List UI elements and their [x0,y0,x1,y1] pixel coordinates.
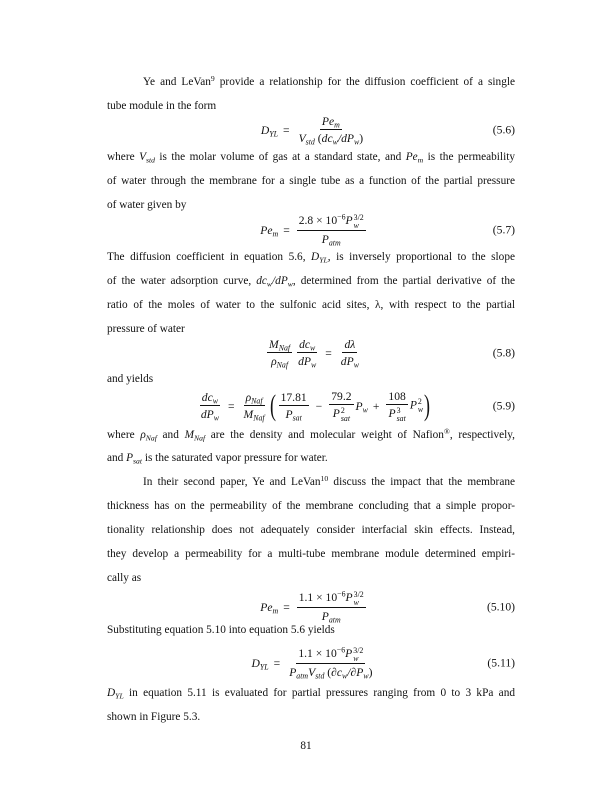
text-run: of the water adsorption curve, [107,275,257,287]
text-run: 79.2 [331,389,352,403]
subscript: Naf [251,396,263,406]
math-base: ρ [245,391,252,404]
paragraph-line [107,370,515,388]
equation-number: (5.11) [487,656,515,670]
paragraph-line [143,473,515,491]
math-symbol [345,212,364,230]
denominator [269,353,290,368]
subscript: atm [296,671,309,681]
denominator [320,231,343,246]
math-base: dλ [344,338,356,351]
denominator [331,405,352,423]
subscript: w [332,137,338,147]
text-run: are the density and molecular weight of Nafion [205,429,444,441]
math-symbol [345,589,364,607]
superscript: 2 [417,397,422,407]
fraction [339,338,361,368]
text-run: pressure of water [107,323,185,335]
subscript: Naf [145,433,157,443]
equation-5-6 [107,112,515,148]
numerator [342,338,357,353]
math-operator: = [273,656,281,670]
paragraph-line [107,684,515,702]
fraction [297,591,366,624]
fraction [297,214,366,247]
math-symbol [311,251,328,263]
math-operator: = [283,600,290,614]
math-base: /dP [272,275,288,287]
math-symbol [285,408,301,421]
subscript: w [353,597,359,607]
paragraph-line [107,248,515,266]
text-run: ( [324,666,332,680]
paragraph-line [107,296,515,314]
subscript: YL [259,661,269,671]
math-symbol [331,666,347,679]
numerator [296,647,365,665]
math-operator: = [325,346,332,360]
numerator [386,390,407,405]
fraction [242,391,267,421]
superscript: 2 [340,405,345,415]
paragraph-line [107,272,515,290]
fraction [199,391,221,421]
math-symbol [298,355,316,368]
superscript: 3/2 [353,645,364,655]
subscript: w [353,653,359,663]
subscript: sat [340,413,351,423]
math-base: D [107,687,116,699]
math-symbol [185,429,206,441]
math-symbol [246,391,263,404]
text-run: The diffusion coefficient in equation 5.6, [107,251,312,263]
paragraph-line [107,621,515,639]
subscript: m [272,605,279,615]
subscript: Naf [194,433,206,443]
subscript: w [310,360,317,370]
paragraph-line [107,497,515,515]
text-run: tube module in the form [107,100,217,112]
math-base: P [345,591,353,605]
subscript: sat [292,413,302,423]
math-base: D [311,251,320,263]
fraction [296,338,318,368]
math-scripts [353,647,363,663]
text-run: In their second paper, Ye and LeVan [143,476,321,488]
math-parenthesis: ) [424,389,431,422]
math-base: dc [321,132,333,145]
equation-5-7 [107,212,515,248]
math-symbol [406,151,423,163]
math-base: D [251,656,260,670]
math-base: dP [340,355,354,368]
math-symbol [256,275,272,287]
numerator [320,115,342,130]
math-symbol [299,338,315,351]
math-base: M [243,408,254,421]
math-symbol [289,666,308,679]
math-symbol [271,355,288,368]
paragraph-line [107,426,515,444]
superscript: −6 [336,645,346,655]
math-base: Pe [260,600,273,614]
text-run: and [156,429,185,441]
math-symbol [269,338,290,351]
denominator [283,406,303,421]
math-operator: = [283,123,290,137]
subscript: w [353,360,359,370]
equation-number: (5.6) [492,123,515,137]
math-base: P [332,407,340,421]
subscript: w [266,279,273,289]
equation-5-9 [107,388,515,424]
paragraph-line [107,545,515,563]
paragraph-line [107,172,515,190]
math-symbol [252,657,269,670]
math-base: M [269,338,279,351]
subscript: w [310,343,316,353]
text-run: Substituting equation 5.10 into equation 5.6 yields [107,624,335,636]
denominator [339,353,361,368]
fraction [329,390,353,423]
subscript: sat [133,456,142,466]
numerator [297,591,366,609]
paragraph-line [107,521,515,539]
math-symbol [126,452,142,464]
text-run: 17.81 [280,391,307,404]
equation-number: (5.9) [492,399,515,413]
fraction [267,338,292,368]
math-symbol [345,645,364,663]
page-number: 81 [300,740,312,752]
math-symbol [261,124,278,137]
subscript: atm [328,615,341,625]
fraction [386,390,407,423]
subscript: Naf [278,343,291,353]
text-run: ratio of the moles of water to the sulfonic acid sites, λ, with respect to the partial [107,299,515,311]
subscript: Naf [276,360,289,370]
subscript: m [272,228,279,238]
text-run: is the permeability [423,151,516,163]
math-operator: − [315,399,323,413]
superscript: 9 [210,73,215,83]
math-scripts [397,407,406,423]
denominator [199,406,221,421]
text-run: ( [314,132,322,145]
math-symbol [344,338,355,351]
denominator [296,353,318,368]
subscript: m [334,120,340,130]
math-base: 1.1 × 10 [298,591,338,605]
equation-5-8 [107,335,515,371]
text-run: thickness has on the permeability of the membrane concluding that a simple propor- [107,500,515,512]
fraction [297,115,366,145]
paragraph-line [107,569,515,587]
math-scripts [341,407,350,423]
subscript: w [363,671,369,681]
math-symbol [272,275,293,287]
subscript: YL [319,255,328,265]
math-symbol [410,398,423,414]
math-base: ρ [140,429,146,441]
equation-5-10 [107,589,515,625]
equation-5-11 [107,645,515,681]
text-run: Ye and LeVan [143,76,211,88]
math-symbol [299,214,346,227]
subscript: sat [396,413,406,423]
subscript: w [362,404,368,414]
numerator [267,338,292,353]
denominator [297,130,366,145]
math-symbol [322,132,338,145]
math-symbol [201,408,219,421]
math-base: P [285,408,293,421]
text-run: , is inversely proportional to the slope [327,251,515,263]
math-base: Pe [405,151,418,163]
equation-number: (5.7) [492,223,515,237]
math-scripts [354,214,364,230]
numerator [279,391,309,406]
text-run: , respectively, [449,429,516,441]
subscript: YL [115,691,124,701]
numerator [244,391,265,406]
math-symbol [299,132,315,145]
text-run: of water given by [107,199,187,211]
math-base: ∂c [331,666,343,680]
math-base: 2.8 × 10 [298,214,338,228]
math-base: V [139,151,146,163]
subscript: w [353,137,360,147]
math-base: P [355,399,363,413]
math-base: /∂P [347,666,364,680]
math-base: P [289,666,297,680]
subscript: atm [328,238,341,248]
math-base: ρ [271,355,277,368]
math-base: P [321,610,329,624]
denominator [242,406,267,421]
math-symbol [107,687,124,699]
math-scripts [354,591,364,607]
subscript: w [417,405,424,414]
math-symbol [308,666,324,679]
numerator [297,214,366,232]
text-run: where [107,151,140,163]
text-run: in equation 5.11 is evaluated for partial pressures ranging from 0 to 3 kPa and [123,687,515,699]
text-run: cally as [107,572,142,584]
subscript: w [213,413,219,423]
math-symbol [298,647,345,660]
subscript: w [212,396,218,406]
text-run: discuss the impact that the membrane [328,476,515,488]
paragraph-line [143,73,515,91]
math-symbol [341,355,359,368]
text-run: is the saturated vapor pressure for water. [142,452,328,464]
math-symbol [332,405,351,423]
math-base: dc [256,275,267,287]
denominator [386,405,407,423]
math-symbol [299,591,346,604]
superscript: 3/2 [353,589,364,599]
math-symbol [260,601,278,614]
subscript: YL [269,128,279,138]
math-base: /dP [337,132,354,145]
math-base: dc [201,391,213,404]
math-base: Pe [321,115,335,128]
math-scripts [418,398,423,414]
math-symbol [356,400,368,413]
subscript: w [287,279,293,289]
math-parenthesis: ( [269,389,276,422]
equation-number: (5.10) [486,600,515,614]
math-base: M [184,429,194,441]
fraction [287,647,374,680]
superscript: 3/2 [353,212,364,222]
denominator [287,664,374,679]
math-operator: = [283,223,290,237]
math-base: V [308,666,316,680]
superscript: −6 [337,212,346,222]
subscript: m [417,155,424,165]
text-run: and [107,452,127,464]
text-run: is the molar volume of gas at a standard state, and [154,151,406,163]
numerator [297,338,317,353]
math-base: 1.1 × 10 [298,647,337,661]
text-run: they develop a permeability for a multi-tube membrane module determined empiri- [107,548,515,560]
math-base: P [388,407,396,421]
math-base: P [409,398,417,412]
superscript: ® [443,426,450,436]
math-symbol [140,429,157,441]
math-operator: = [227,399,235,413]
math-symbol [139,151,155,163]
text-run: 108 [388,389,406,403]
math-symbol [338,132,359,145]
numerator [329,390,353,405]
math-symbol [244,408,265,421]
paragraph-line [107,148,515,166]
numerator [200,391,220,406]
text-run: , determined from the partial derivative of the [292,275,515,287]
math-symbol [347,666,368,679]
math-symbol [322,115,340,128]
math-base: P [321,233,329,247]
fraction [279,391,309,421]
math-base: dc [299,338,311,351]
paragraph-line [107,708,515,726]
text-run: ) [359,132,364,145]
text-run: and yields [107,373,154,385]
text-run: provide a relationship for the diffusion coefficient of a single [214,76,515,88]
math-base: D [260,123,270,137]
equation-number: (5.8) [492,346,515,360]
math-base: V [298,132,306,145]
text-run: ) [368,666,373,680]
math-base: dP [298,355,311,368]
text-run: shown in Figure 5.3. [107,711,201,723]
text-run: of water through the membrane for a single tube as a function of the partial pressure [107,175,515,187]
math-symbol [322,233,341,246]
math-symbol [260,224,278,237]
subscript: std [145,155,155,165]
math-base: P [345,214,353,228]
superscript: −6 [337,589,346,599]
subscript: std [315,671,325,681]
math-base: Pe [260,223,273,237]
paragraph-line [107,449,515,467]
math-base: P [126,452,134,464]
subscript: w [342,671,348,681]
superscript: 3 [396,405,401,415]
math-base: P [345,647,353,661]
math-symbol [202,391,218,404]
subscript: std [305,137,315,147]
text-run: tionality relationship does not adequately consider interfacial skin effects. Instead, [107,524,515,536]
math-base: dP [200,408,214,421]
text-run: where [107,429,141,441]
subscript: Naf [253,413,265,423]
superscript: 10 [320,473,329,483]
math-symbol [388,405,406,423]
math-operator: + [372,399,380,413]
subscript: w [353,220,359,230]
